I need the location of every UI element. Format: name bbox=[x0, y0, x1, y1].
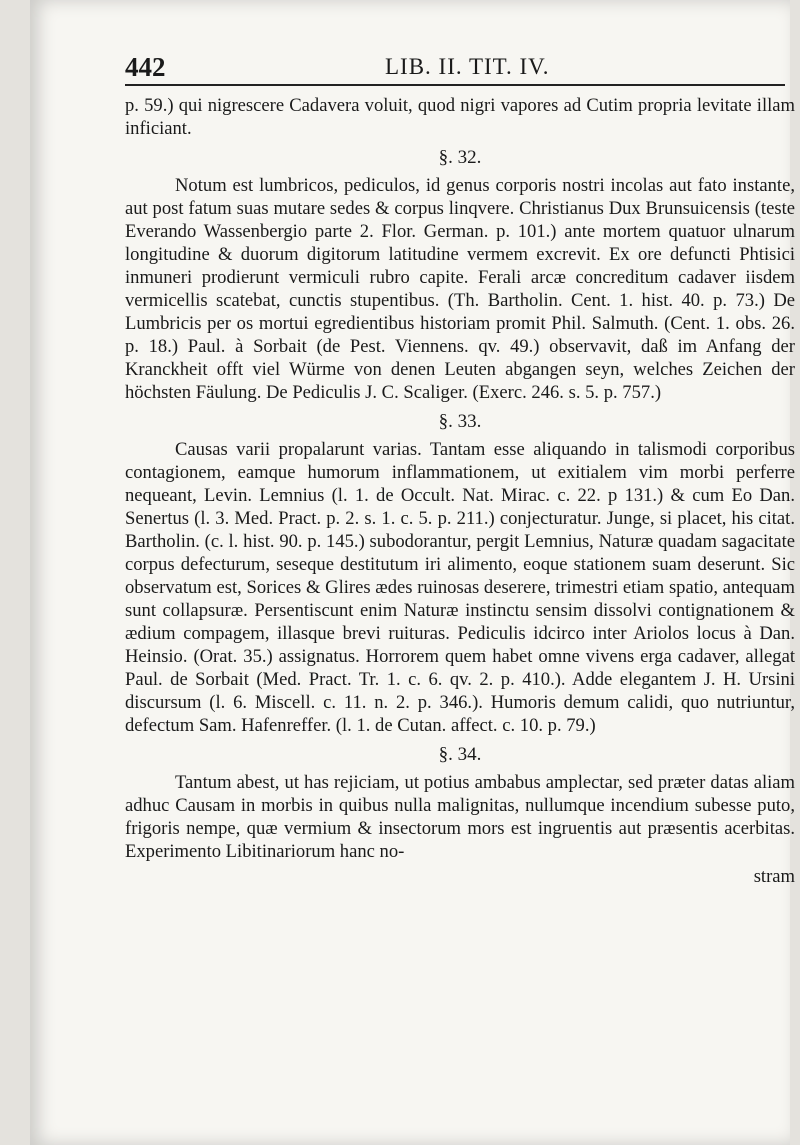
page-header bbox=[125, 50, 785, 86]
paragraph-section-34: Tantum abest, ut has rejiciam, ut potius ambabus amplectar, sed præter datas aliam adhuc Causam in morbis in quibus nulla malignitas, nullumque incendium subesse puto, frigoris nempe, quæ vermium & insectorum mors est ingruentis aut præsentis acerbitas. Experimento Libitinariorum hanc no- bbox=[125, 772, 795, 862]
running-title: LIB. II. TIT. IV. bbox=[385, 54, 550, 79]
page-body bbox=[125, 94, 795, 888]
section-heading-33: §. 33. bbox=[438, 411, 482, 432]
section-heading-34: §. 34. bbox=[438, 744, 482, 765]
paragraph-section-33: Causas varii propalarunt varias. Tantam esse aliquando in talismodi corporibus contagionem, eamque humorum inflammationem, ut exitialem vim morbi perferre nequeant, Levin. Lemnius (l. 1. de Occult. Nat. Mirac. c. 22. p 131.) & cum Eo Dan. Senertus (l. 3. Med. Pract. p. 2. s. 1. c. 5. p. 211.) conjecturatur. Junge, si placet, his citat. Bartholin. (c. l. hist. 90. p. 145.) subodorantur, pergit Lemnius, Naturæ quadam sagacitate corpus defecturum, seseque destitutum iri alimento, eoque stationem suam deserunt. Sic observatum est, Sorices & Glires ædes ruinosas deserere, trimestri etiam spatio, antequam sunt collapsuræ. Persentiscunt enim Naturæ instinctu sensim dissolvi contignationem & ædium compagem, illasque brevi ruituras. Pediculis idcirco inter Ariolos locus à Dan. Heinsio. (Orat. 35.) assignatus. Horrorem quem habet omne vivens erga cadaver, allegat Paul. de Sorbait (Med. Pract. Tr. 1. c. 6. qv. 2. p. 410.). Adde elegantem J. H. Ursini discursum (l. 6. Miscell. c. 11. n. 2. p. 346.). Humoris demum calidi, quo nutriuntur, defectum Sam. Hafenreffer. (l. 1. de Cutan. affect. c. 10. p. 79.) bbox=[125, 439, 795, 736]
page-number: 442 bbox=[125, 52, 166, 82]
book-page bbox=[30, 0, 795, 1145]
paragraph-section-32: Notum est lumbricos, pediculos, id genus corporis nostri incolas aut fato instante, aut post fatum suas mutare sedes & corpus linqvere. Christianus Dux Brunsuicensis (teste Everando Wassenbergio parte 2. Flor. German. p. 101.) ante mortem quatuor ulnarum longitudine & duorum digitorum latitudine vermem excrevit. Ex ore defuncti Phtisici inmuneri prodierunt vermiculi rubro capite. Ferali arcæ concreditum cadaver iisdem vermicellis scatebat, cunctis stupentibus. (Th. Bartholin. Cent. 1. hist. 40. p. 73.) De Lumbricis per os mortui egredientibus historiam promit Phil. Salmuth. (Cent. 1. obs. 26. p. 18.) Paul. à Sorbait (de Pest. Viennens. qv. 49.) observavit, daß im Anfang der Kranckheit offt viel Würme von denen Leuten abgangen seyn, welches Zeichen der höchsten Fäulung. De Pediculis J. C. Scaliger. (Exerc. 246. s. 5. p. 757.) bbox=[125, 175, 795, 403]
paragraph-continuation: p. 59.) qui nigrescere Cadavera voluit, quod nigri vapores ad Cutim propria levitate illam inficiant. bbox=[125, 95, 795, 139]
section-heading-32: §. 32. bbox=[438, 147, 482, 168]
catchword: stram bbox=[753, 866, 795, 887]
